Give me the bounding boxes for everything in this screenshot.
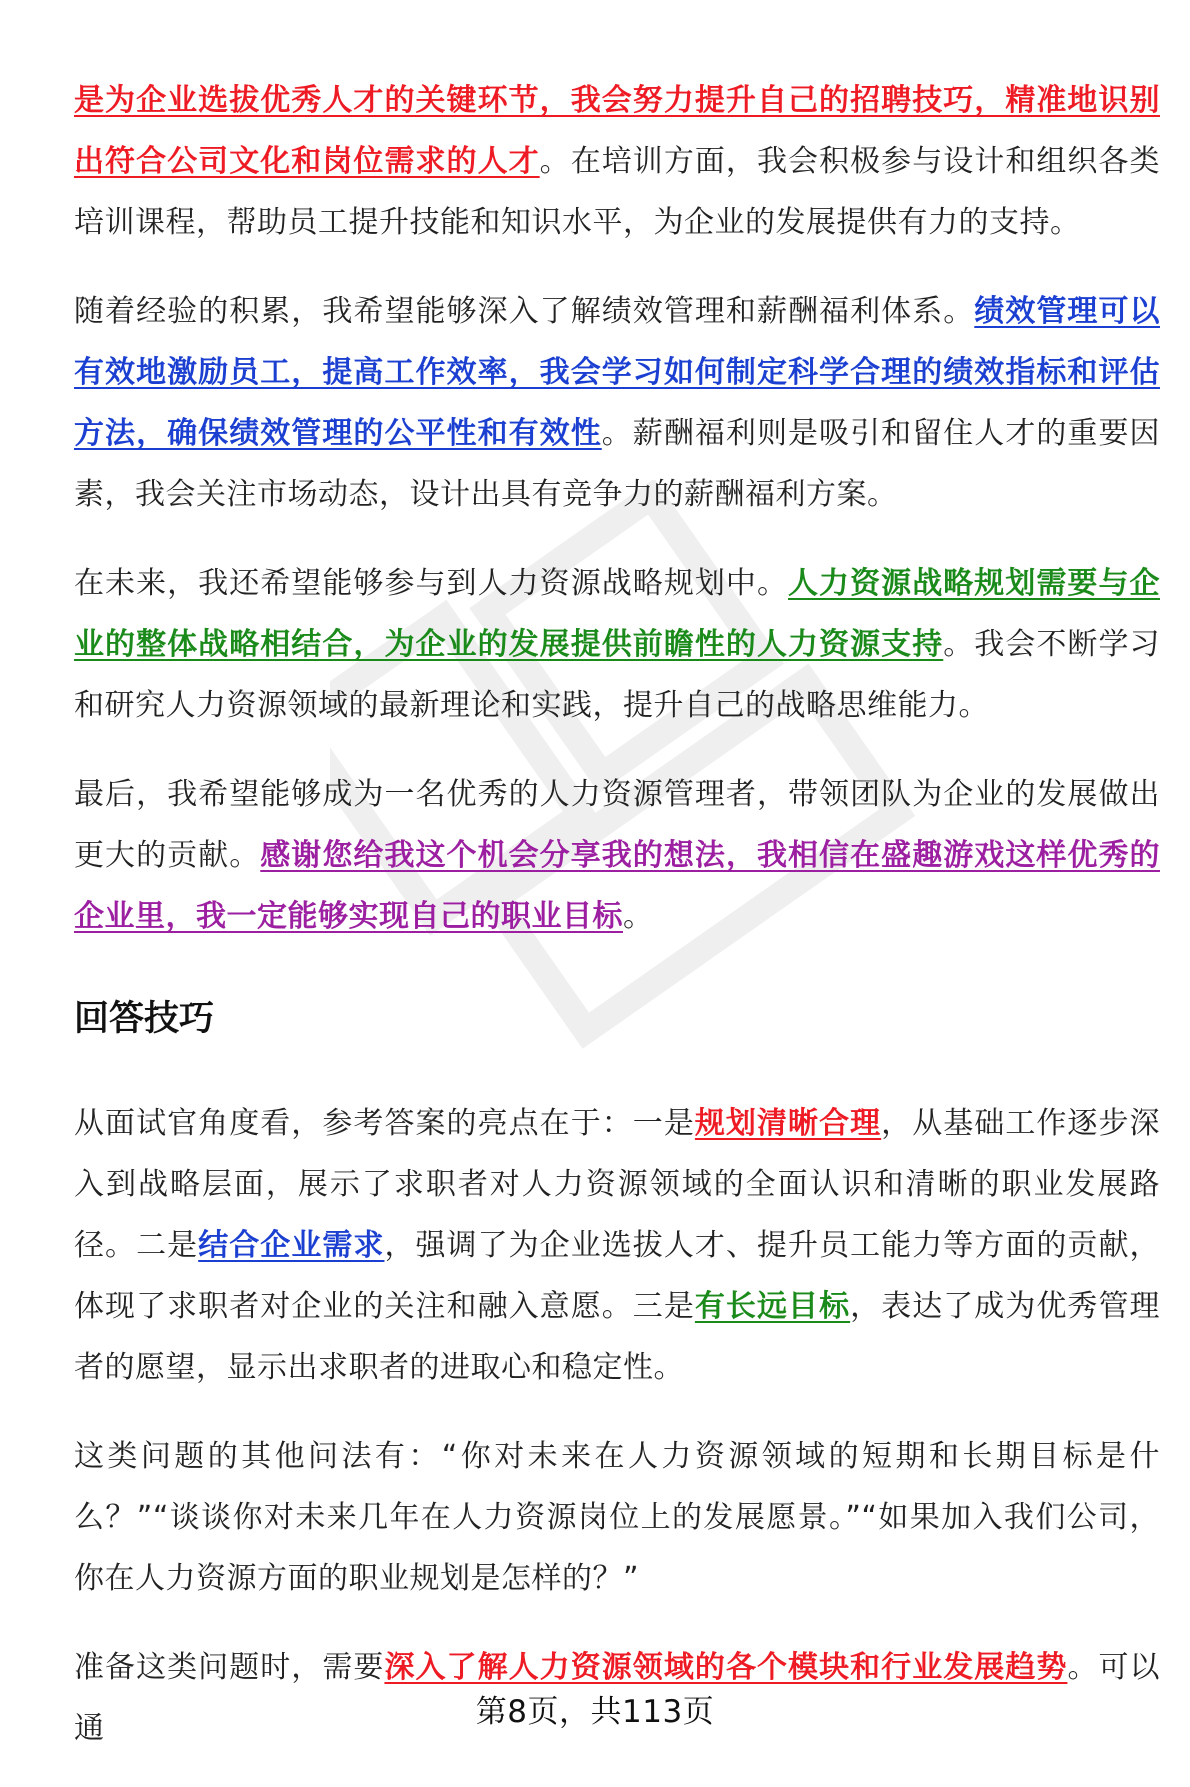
highlighted-text-red: 深入了解人力资源领域的各个模块和行业发展趋势 <box>384 1650 1068 1685</box>
paragraph <box>74 281 1160 525</box>
highlighted-text-red: 规划清晰合理 <box>694 1106 882 1141</box>
text-segment: 准备这类问题时，需要 <box>74 1650 385 1685</box>
text-segment: 在未来，我还希望能够参与到人力资源战略规划中。 <box>74 566 789 601</box>
text-segment: 最后，我希望能够成为一名优秀的人力资源管理者，带领团队为企业的发展做出更大的贡献。 <box>74 777 1160 873</box>
highlighted-text-green: 人力资源战略规划需要与企业的整体战略相结合，为企业的发展提供前瞻性的人力资源支持 <box>74 566 1161 662</box>
paragraph <box>74 1093 1160 1398</box>
paragraph <box>74 1426 1160 1609</box>
text-segment: ，从基础工作逐步深入到战略层面，展示了求职者对人力资源领域的全面认识和清晰的职业发展路径。二是 <box>74 1106 1161 1263</box>
highlighted-text-green: 有长远目标 <box>694 1289 851 1324</box>
text-segment: 。可以通 <box>74 1650 1161 1746</box>
answer-paragraphs <box>74 70 1160 947</box>
text-segment: 这类问题的其他问法有：“你对未来在人力资源领域的短期和长期目标是什么？”“谈谈你对未来几年在人力资源岗位上的发展愿景。”“如果加入我们公司，你在人力资源方面的职业规划是怎样的？” <box>74 1439 1160 1596</box>
text-segment: 从面试官角度看，参考答案的亮点在于：一是 <box>74 1106 695 1141</box>
section-heading: 回答技巧 <box>74 999 215 1039</box>
tips-paragraphs <box>74 1093 1160 1759</box>
text-segment: 。 <box>623 899 654 934</box>
highlighted-text-blue: 结合企业需求 <box>198 1228 385 1263</box>
text-segment: 。我会不断学习和研究人力资源领域的最新理论和实践，提升自己的战略思维能力。 <box>74 627 1160 723</box>
paragraph <box>74 553 1160 736</box>
text-segment: ，表达了成为优秀管理者的愿望，显示出求职者的进取心和稳定性。 <box>74 1289 1161 1385</box>
highlighted-text-red: 是为企业选拔优秀人才的关键环节，我会努力提升自己的招聘技巧，精准地识别出符合公司文化和岗位需求的人才 <box>74 83 1160 179</box>
text-segment: ，强调了为企业选拔人才、提升员工能力等方面的贡献，体现了求职者对企业的关注和融入意愿。三是 <box>74 1228 1161 1324</box>
paragraph <box>74 70 1160 253</box>
text-segment: 。在培训方面，我会积极参与设计和组织各类培训课程，帮助员工提升技能和知识水平，为企业的发展提供有力的支持。 <box>74 144 1161 240</box>
highlighted-text-purple: 感谢您给我这个机会分享我的想法，我相信在盛趣游戏这样优秀的企业里，我一定能够实现自己的职业目标 <box>74 838 1161 934</box>
page-footer: 第8页，共113页 <box>475 1694 715 1730</box>
text-segment: 随着经验的积累，我希望能够深入了解绩效管理和薪酬福利体系。 <box>74 294 975 329</box>
highlighted-text-blue: 绩效管理可以有效地激励员工，提高工作效率，我会学习如何制定科学合理的绩效指标和评估方法，确保绩效管理的公平性和有效性 <box>74 294 1161 451</box>
paragraph <box>74 764 1160 947</box>
document-page <box>74 70 1160 1787</box>
text-segment: 。薪酬福利则是吸引和留住人才的重要因素，我会关注市场动态，设计出具有竞争力的薪酬福利方案。 <box>74 416 1160 512</box>
